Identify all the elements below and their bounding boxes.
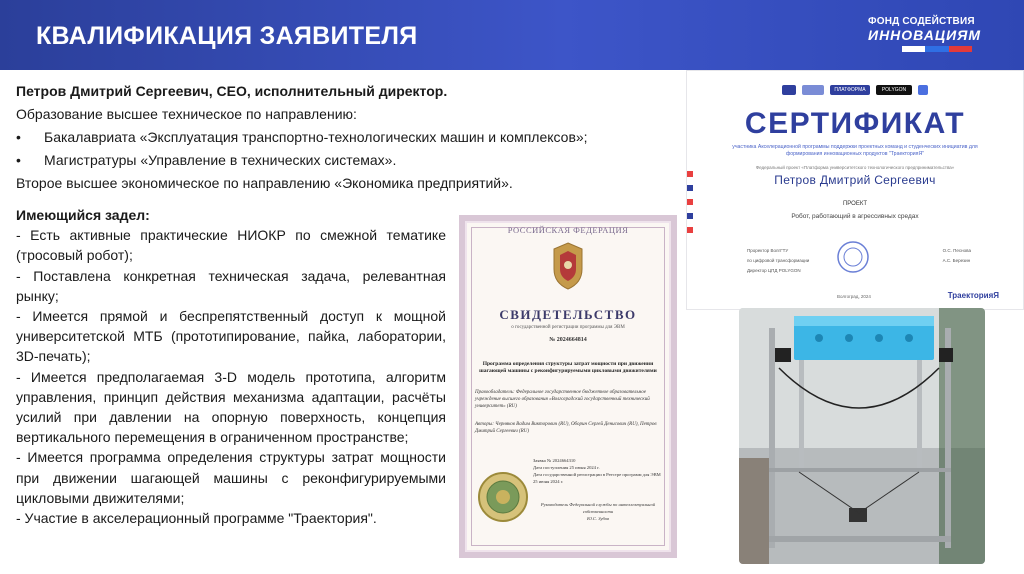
signatures-right	[943, 246, 971, 266]
recipient-name: Петров Дмитрий Сергеевич	[774, 173, 936, 187]
certificate-number: № 2024664814	[549, 337, 587, 343]
registration-details	[533, 457, 663, 485]
partner-logos	[723, 85, 987, 103]
signer-role: Проректор ВолгГТУ	[747, 248, 789, 253]
signer-name: О.С. Песнова	[942, 248, 971, 253]
backlog-item: - Участие в акселерационный программе "Траектория".	[16, 510, 377, 527]
backlog-item: - Имеется программа определения структуры затрат мощности при движении шагающей машины с реконфигурируемыми цикловыми движителями;	[16, 449, 446, 506]
logo-line1: ФОНД СОДЕЙСТВИЯ	[868, 16, 975, 27]
intro-block	[16, 80, 676, 195]
brand-logo: ТраекторияЯ	[947, 291, 999, 300]
bullet-icon: •	[16, 152, 21, 168]
project-label: ПРОЕКТ	[842, 201, 867, 207]
backlog-heading: Имеющийся задел:	[16, 207, 150, 223]
logo-line2: ИННОВАЦИЯМ	[868, 27, 982, 43]
project-name: Робот, работающий в агрессивных средах	[791, 213, 919, 220]
registration-date: Дата государственной регистрации в Реестре программ для ЭВМ 25 июня 2024 г.	[533, 472, 661, 484]
bullet-text: Бакалавриата «Эксплуатация транспортно-технологических машин и комплексов»;	[44, 129, 588, 145]
partner-logo-icon	[802, 85, 824, 95]
backlog-item: - Имеется прямой и беспрепятственный доступ к мощной университетской МТБ (прототипирование, пайка, лаборатории, 3D-печать);	[16, 308, 446, 365]
bullet-text: Магистратуры «Управление в технических системах».	[44, 152, 397, 168]
seal-icon	[477, 471, 529, 523]
list-item	[16, 149, 676, 172]
list-item	[16, 126, 676, 149]
signer-name: А.С. Березин	[942, 258, 971, 263]
stamp-icon	[835, 239, 871, 275]
signatures-left	[747, 246, 809, 276]
page-title: КВАЛИФИКАЦИЯ ЗАЯВИТЕЛЯ	[36, 22, 418, 50]
signer-role: Директор ЦПД POLYGON	[747, 268, 801, 273]
header-bar	[0, 0, 1024, 70]
authors: Авторы: Черняков Вадим Викторович (RU), Оборин Сергей Денисович (RU), Петров Дмитрий Сергеевич (RU)	[475, 422, 657, 434]
program-name: Программа определения структуры затрат мощности при движении шагающей машины с реконфигурируемыми цикловыми движителями	[479, 361, 657, 374]
backlog-item: - Поставлена конкретная техническая задача, релевантная рынку;	[16, 267, 446, 304]
accelerator-certificate-image	[686, 70, 1024, 310]
nti-logo: ПЛАТФОРМА НТИ	[830, 85, 870, 95]
emblem-logo-icon	[782, 85, 796, 95]
coat-of-arms-icon	[546, 239, 590, 291]
registration-certificate-image	[459, 215, 677, 558]
fund-logo	[868, 16, 980, 56]
rights-holder: Правообладатель: Федеральное государственное бюджетное образовательное учреждение высшего образования «Волгоградский государственный технический университет» (RU)	[475, 390, 650, 409]
signer-role: по цифровой трансформации	[747, 258, 810, 263]
application-date: Дата поступления 25 июня 2024 г.	[533, 465, 600, 470]
education-line: Образование высшее техническое по направлению:	[16, 106, 357, 122]
backlog-block	[16, 205, 446, 528]
certificate-subtitle: о государственной регистрации программы для ЭВМ	[511, 325, 625, 330]
backlog-item: - Есть активные практические НИОКР по смежной тематике (тросовый робот);	[16, 227, 446, 264]
certificate-title: СЕРТИФИКАТ	[744, 107, 966, 140]
signer-title: Руководитель Федеральной службы по интеллектуальной собственности	[540, 502, 656, 514]
bullet-icon: •	[16, 129, 21, 145]
certificate-title: СВИДЕТЕЛЬСТВО	[499, 307, 637, 322]
country-header: РОССИЙСКАЯ ФЕДЕРАЦИЯ	[507, 225, 629, 235]
signature-block	[533, 501, 663, 522]
polygon-logo: POLYGON	[876, 85, 912, 95]
econ-line: Второе высшее экономическое по направлению «Экономика предприятий».	[16, 175, 513, 191]
program-line: Федеральный проект «Платформа университетского технологического предпринимательства»	[755, 165, 955, 170]
applicant-name: Петров Дмитрий Сергеевич, CEO, исполнительный директор.	[16, 83, 448, 99]
certificate-date: Волгоград, 2024	[837, 294, 871, 299]
signer-name: Ю.С. Зубов	[586, 516, 610, 521]
prototype-photo	[739, 308, 985, 564]
certificate-text: участника Акселерационной программы поддержки проектных команд и студенческих инициатив для формирования инновационных продуктов "ТраекторияЯ"	[732, 144, 978, 157]
backlog-item: - Имеется предполагаемая 3-D модель прототипа, алгоритм управления, принцип действия механизма адаптации, расчёты усилий при давлении на опорную поверхность, концепция вертикального перемещения в ограниченном пространстве;	[16, 368, 446, 446]
flag-white	[902, 46, 925, 52]
flag-logo-icon	[918, 85, 928, 95]
application-number: Заявка № 2024664310	[533, 458, 576, 463]
corner-decoration	[687, 171, 695, 311]
flag-blue	[925, 46, 948, 52]
flag-stripe	[902, 46, 972, 52]
flag-red	[949, 46, 972, 52]
